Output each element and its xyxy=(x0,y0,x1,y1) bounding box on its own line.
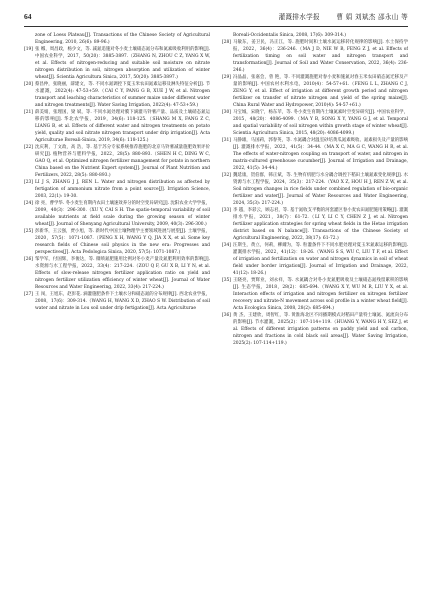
reference-number: [32] xyxy=(222,173,232,178)
reference-entry xyxy=(24,81,210,109)
reference-number: [34] xyxy=(222,243,232,248)
reference-number: [30] xyxy=(222,110,232,115)
reference-number: [36] xyxy=(222,313,232,318)
reference-number: [25] xyxy=(24,229,34,234)
reference-entry xyxy=(222,137,408,172)
reference-text: zone of Loess Plateau[J]. Transactions of the Chinese Society of Agricultural Engineering, 2010, 26(6): 89-96.) xyxy=(35,33,210,45)
reference-text: Boreali-Occidentalis Sinica, 2008, 17(6): 309-314.) xyxy=(233,33,346,38)
reference-number: [19] xyxy=(24,47,34,52)
reference-number: [22] xyxy=(24,145,34,150)
reference-entry xyxy=(24,109,210,144)
reference-text: 李 越，李彩云，顾志君，等. 基于氮收支平衡的河套灌区春小麦农田氮肥施用策略[J]. 灌溉排水学报，2021，38(7)：61-72.（LI Y, LI C Y, CHEN Z J, et al. Nitrogen fertilizer application strategies for spring wheat fields in the Hetao irrigation district based on N balance[J]. Transactions of the Chinese Society of Agricultural Engineering, 2022, 38(17): 61-72.) xyxy=(233,208,408,241)
reference-text: 魏延康，贺伯群，韩正斌，等. 生物有机肥与水分耦合调控下稻田土壤氮素变化规律[J]. 水资源与水工程学报，2024，35(3)：217-224.（YAO X Z, HOU H J, REN Z W, et al. Soil nitrogen changes in rice fields under combined regulation of bio-organic fertilizer and water[J]. Journal of Water Resources and Water Engineering, 2024, 35(3): 217-224.) xyxy=(233,173,408,206)
reference-entry xyxy=(24,179,210,200)
reference-text: 薛美娟，张理国，梁 斌，等. 不同水氮处理对膜下滴灌马铃薯产量、品质及土壤硝态氮运移的影响[J]. 华北农学报，2019，34(6): 118-125.（SHANG M X, FANG Z C, LIANG B, et al. Effects of different water and nitrogen treatments on potato yield, quality and soil nitrate nitrogen transport under drip irrigation[J]. Acta Agriculturae Boreali-Sinica, 2019, 34(6): 118-125.) xyxy=(35,110,210,143)
reference-text: 王 闯，王旭东，赵彭花. 滴灌施肥条件下土壤水分和硝态氮的分布规律[J]. 西北农业学报，2008，17(6)：309-314.（WANG H, WANG X D, ZHAO S W. Distribution of soil water and nitrate in Lou soil under drip fertigation[J]. Acta Agriculturae xyxy=(35,292,210,311)
reference-text: 彭新华，王云强，贾小旭，等. 新时代中国土壤物理学主要领域进展与展望[J]. 土壤学报，2020，57(5)：1071-1087.（PENG X H, WANG Y Q, JIA X X, et al. Some key research fields of Chinese soil physics in the new era: Progresses and perspectives[J]. Acta Pedologica Sinica, 2020, 57(5): 1071-1087.) xyxy=(35,229,210,255)
reference-text: 王晓亮，贾辉业，刘永祥，等. 水氮耦合对冬小麦氮肥吸收及土壤硝态氮残留累积的影响[J]. 生态学报，2018，28(2)：685-694.（WANG X Y, WU M R, LIU Y X, et al. Interaction effects of irrigation and nitrogen fertilizer on nitrogen fertilizer recovery and nitrate-N movement across soil profile in a winter wheat field[J]. Acta Ecologica Sinica, 2008, 28(2): 685-694.) xyxy=(233,278,408,311)
reference-text: 张 娜，周昌政，杨少文，等. 减氮追施对冬小麦土壤硝态氮分布和氮素吸收利用的影响[J]. 中国农业科学，2017，50(20)：3885-3897.（ZHANG N, ZHOU C Z, YANG X W, et al. Effects of nitrogen-reducing and suitable soil moisture on nitrate nitrogen distribution in soil, nitrogen absorption and utilization of winter wheat[J]. Scientia Agricultura Sinica, 2017, 50(20): 3885-3897.) xyxy=(35,47,210,80)
reference-text: 徐 亮，曹学华. 冬小麦生育期内农田土壤速效养分的时空变异研究[J]. 沈阳农业大学学报，2009，40(3)：296-300.（XU Y, CAI S H. The spatio-temporal variability of soil available nutrients at field scale during the growing season of winter wheat[J]. Journal of Shenyang Agricultural University, 2009, 40(3): 296-300.) xyxy=(35,201,210,227)
reference-entry xyxy=(24,256,210,291)
page-header xyxy=(24,10,408,24)
reference-entry xyxy=(222,172,408,207)
reference-text: 蔡昌仲，张晓丽，薛建文，等. 不同水氮调控下夏玉米农田氮素运移及淋失特征分析[J]. 节水灌溉，2022(4): 47-53+59.（CAI C Y, PANG G B, XUE J W, et al. Nitrogen transport and leaching characteristics of summer maize under different water and nitrogen treatments[J]. Water Saving Irrigation, 2022(4): 47-53+59.) xyxy=(35,82,210,108)
reference-entry xyxy=(24,144,210,179)
reference-entry xyxy=(24,228,210,256)
running-authors: 曹 娟 刘斌杰 邵永山 等 xyxy=(336,13,408,21)
reference-number: [27] xyxy=(24,292,34,297)
reference-entry xyxy=(222,109,408,137)
reference-number: [26] xyxy=(24,257,34,262)
reference-number: [35] xyxy=(222,278,232,283)
reference-text: LI J S, ZHANG J J, REN L. Water and nitrogen distribution as affected by fertigation of ammonium nitrate from a point source[J]. Irrigation Science, 2003, 22(1): 19-30. xyxy=(35,180,210,199)
reference-text: 马宝城，宋晓宁，杨东苹，等. 冬小麦生育期内土壤氮素时空变异研究[J]. 中国农业科学，2015，48(20)：4086-4099.（MA Y B, SONG X Y, YANG G J, et al. Temporal and spatial variability of soil nitrogen within growth stage of winter wheat[J]. Scientia Agricultura Sinica, 2015, 48(20): 4086-4099.) xyxy=(233,110,408,136)
references-left-column xyxy=(24,32,210,584)
reference-number: [23] xyxy=(24,180,34,185)
page-number: 64 xyxy=(24,12,32,21)
references-right-column xyxy=(222,32,408,584)
reference-text: 马静雄，马国莉，郭春英，等. 水氮耦合对温室砂培黄瓜氮素吸收、氮素损失及产量的影响[J]. 灌溉排水学报，2022，41(5)：34-44.（MA X C, MA G C, WANG H R, et al. The effects of water-nitrogen coupling on transport of water, and nitrogen in matrix-cultured greenhouse cucumber[J]. Journal of Irrigation and Drainage, 2022, 41(5): 34-44.) xyxy=(233,138,408,171)
reference-number: [31] xyxy=(222,138,232,143)
reference-number: [28] xyxy=(222,40,232,45)
reference-text: 沈庆利，丁文政，高 浩，等. 基于苏分专家系统推荐施肥的北京马铃薯减量施肥效果评价研究[J]. 植物营养与肥料学报，2022，28(5): 880-893.（SHEN H C, DING W C, GAO Q, et al. Optimized nitrogen fertilizer management for potato in northern China based on the Nutrient Expert system[J]. Journal of Plant Nutrition and Fertilizers, 2022, 28(5): 880-893.) xyxy=(35,145,210,178)
reference-continuation xyxy=(24,32,210,46)
header-rule xyxy=(24,26,408,27)
reference-number: [20] xyxy=(24,82,34,87)
running-title xyxy=(279,10,408,24)
reference-entry xyxy=(222,39,408,74)
reference-number: [24] xyxy=(24,201,34,206)
reference-text: 邹学军，付国辉，李俊达，等. 微喷氮肥施用比例对冬小麦产量及氮肥利用效率的影响[J]. 水资源与水工程学报，2022，33(4)：217-224.（ZOU Q F, GU X B, LI Y N, et al. Effects of slow-release nitrogen fertilizer application ratio on yield and nitrogen fertilizer utilization efficiency of winter wheat[J]. Journal of Water Resources and Water Engineering, 2022, 33(4): 217-224.) xyxy=(35,257,210,290)
reference-continuation xyxy=(222,32,408,39)
journal-title: 灌溉排水学报 xyxy=(278,13,320,21)
reference-entry xyxy=(222,277,408,312)
reference-number: [21] xyxy=(24,110,34,115)
reference-number: [29] xyxy=(222,75,232,80)
reference-text: 冯晶晶，张嘉会，曾 艳，等. 不同灌溉施肥对春小麦和施氮对春玉米农田硝态氮迁移及产量的影响[J]. 中国农村水利水电，2010(4)：54-57+61.（FENG L L, ZHANG C J, ZENG Y, et al. Effect of irrigation at different growth period and nitrogen fertilizer on transfer of nitrate nitrogen and yield of the spring maize[J]. China Rural Water and Hydropower, 2010(4): 54-57+61.) xyxy=(233,75,408,108)
reference-entry xyxy=(24,291,210,312)
reference-entry xyxy=(222,207,408,242)
reference-text: 黄 杰，王建欣，周智红，等. 黄淮海北区不同播期模式对稻田产量特土壤氮、氮流向分布的影响[J]. 节水灌溉，2025(2)：107-114+119.（HUANG Y, WANG H Y, SEZ J, et al. Effects of different irrigation patterns on paddy yield and soil carbon, nitrogen and fractions in cold black soil areas[J]. Water Saving Irrigation, 2025(2): 107-114+119.) xyxy=(233,313,408,346)
reference-entry xyxy=(24,46,210,81)
reference-entry xyxy=(222,242,408,277)
reference-text: 马敏东，姜卫民，冯正江，等. 施肥时间和土壤水氮运移转化规律的影响[J]. 水土保持学报，2022，36(4)：236-246.（MA J D, NIE W B, FENG Z J, et al. Effects of fertilization timing on soil water and nitrogen transport and transformation[J]. Journal of Soil and Water Conservation, 2022, 36(4): 236-246.) xyxy=(233,40,408,73)
reference-number: [33] xyxy=(222,208,232,213)
reference-entry xyxy=(222,312,408,347)
reference-entry xyxy=(24,200,210,228)
reference-text: 汪斯生，黄立，何莉，柳爾为，等. 粒灌条件下不同水肥处理对夏玉米氮素运移的影响[J]. 灌溉排水学报，2022，41(12)：18-26.（WANG S S, WU C, LIU T F, et al. Effect of irrigation and fertilization on water and nitrogen dynamics in soil of wheat field under border irrigation[J]. Journal of Irrigation and Drainage, 2022, 41(12): 18-26.) xyxy=(233,243,408,276)
reference-entry xyxy=(222,74,408,109)
